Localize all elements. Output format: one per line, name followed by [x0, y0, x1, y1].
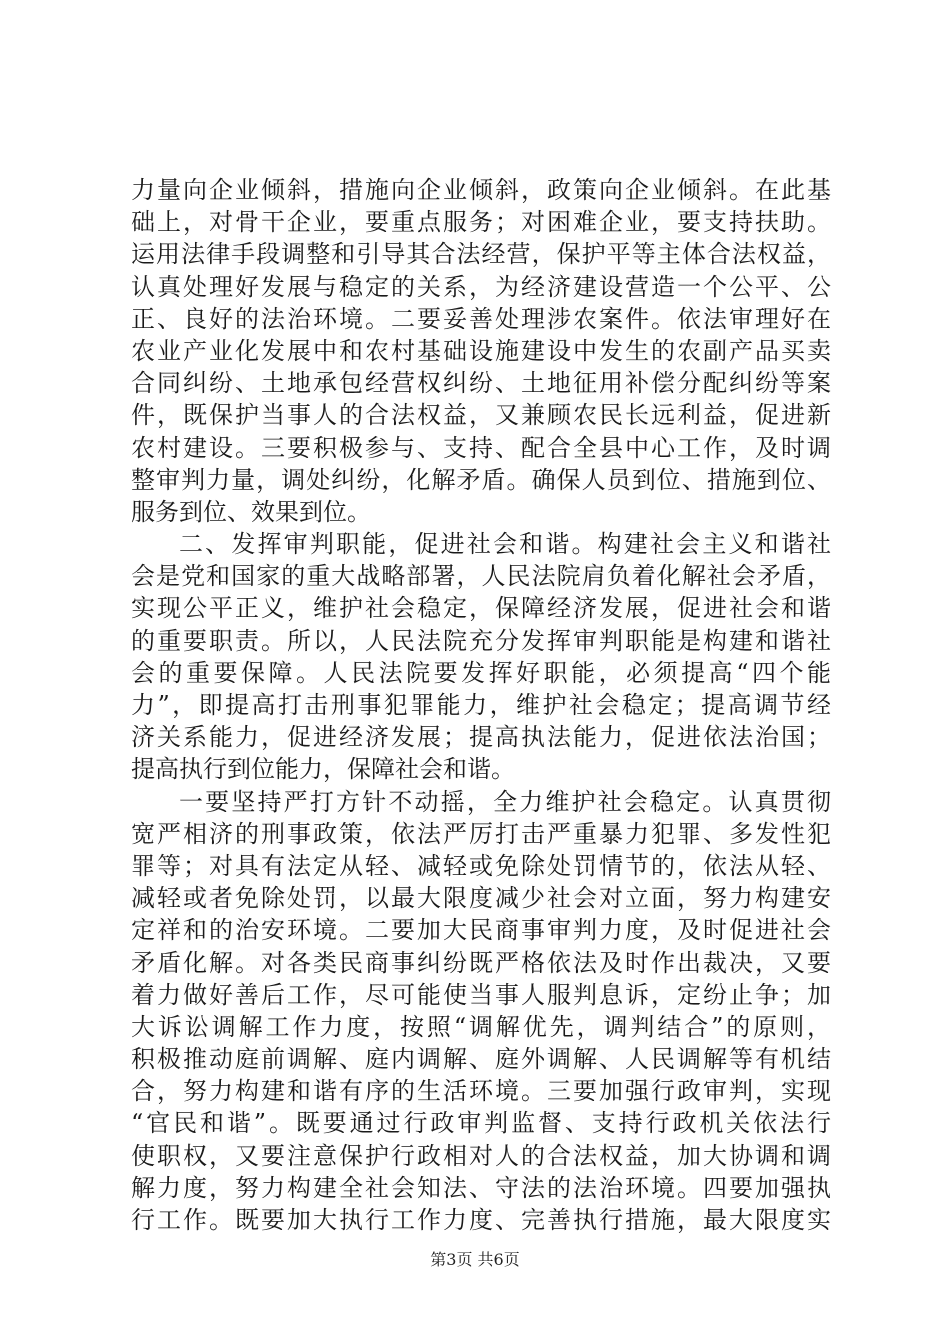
text-line: 认真处理好发展与稳定的关系，为经济建设营造一个公平、公 [131, 272, 831, 301]
text-line: 提高执行到位能力，保障社会和谐。 [131, 755, 515, 784]
text-line: 一要坚持严打方针不动摇，全力维护社会稳定。认真贯彻 [179, 787, 831, 816]
text-line: 正、良好的法治环境。二要妥善处理涉农案件。依法审理好在 [131, 304, 831, 333]
text-line: 积极推动庭前调解、庭内调解、庭外调解、人民调解等有机结 [131, 1045, 831, 1074]
text-line: 使职权，又要注意保护行政相对人的合法权益，加大协调和调 [131, 1141, 831, 1170]
text-line: 农业产业化发展中和农村基础设施建设中发生的农副产品买卖 [131, 336, 831, 365]
text-line: 定祥和的治安环境。二要加大民商事审判力度，及时促进社会 [131, 916, 831, 945]
text-line: “官民和谐”。既要通过行政审判监督、支持行政机关依法行 [131, 1109, 831, 1138]
text-line: 合同纠纷、土地承包经营权纠纷、土地征用补偿分配纠纷等案 [131, 369, 831, 398]
text-line: 会的重要保障。人民法院要发挥好职能，必须提高“四个能 [131, 658, 831, 687]
text-line: 矛盾化解。对各类民商事纠纷既严格依法及时作出裁决，又要 [131, 948, 831, 977]
body-text [131, 174, 831, 1236]
text-line: 行工作。既要加大执行工作力度、完善执行措施，最大限度实 [131, 1206, 831, 1234]
page-footer: 第3页 共6页 [430, 1250, 520, 1269]
text-line: 宽严相济的刑事政策，依法严厉打击严重暴力犯罪、多发性犯 [131, 819, 831, 848]
text-line: 运用法律手段调整和引导其合法经营，保护平等主体合法权益， [131, 240, 831, 269]
text-line: 二、发挥审判职能，促进社会和谐。构建社会主义和谐社 [179, 530, 831, 559]
text-line: 实现公平正义，维护社会稳定，保障经济发展，促进社会和谐 [131, 594, 831, 623]
text-line: 服务到位、效果到位。 [131, 497, 371, 526]
text-line: 整审判力量，调处纠纷，化解矛盾。确保人员到位、措施到位、 [131, 465, 831, 494]
text-line: 罪等；对具有法定从轻、减轻或免除处罚情节的，依法从轻、 [131, 851, 831, 880]
text-line: 着力做好善后工作，尽可能使当事人服判息诉，定纷止争；加 [131, 980, 831, 1009]
text-line: 的重要职责。所以，人民法院充分发挥审判职能是构建和谐社 [131, 626, 831, 655]
text-line: 减轻或者免除处罚，以最大限度减少社会对立面，努力构建安 [131, 884, 831, 913]
text-line: 力”，即提高打击刑事犯罪能力，维护社会稳定；提高调节经 [131, 691, 831, 719]
text-line: 大诉讼调解工作力度，按照“调解优先，调判结合”的原则， [131, 1012, 831, 1041]
text-line: 力量向企业倾斜，措施向企业倾斜，政策向企业倾斜。在此基 [131, 176, 831, 204]
text-line: 农村建设。三要积极参与、支持、配合全县中心工作，及时调 [131, 433, 831, 462]
text-line: 件，既保护当事人的合法权益，又兼顾农民长远利益，促进新 [131, 401, 831, 430]
text-line: 解力度，努力构建全社会知法、守法的法治环境。四要加强执 [131, 1173, 831, 1202]
text-line: 济关系能力，促进经济发展；提高执法能力，促进依法治国； [131, 723, 831, 752]
text-line: 会是党和国家的重大战略部署，人民法院肩负着化解社会矛盾， [131, 562, 831, 591]
text-line: 合，努力构建和谐有序的生活环境。三要加强行政审判，实现 [131, 1077, 831, 1106]
text-line: 础上，对骨干企业，要重点服务；对困难企业，要支持扶助。 [131, 208, 831, 237]
